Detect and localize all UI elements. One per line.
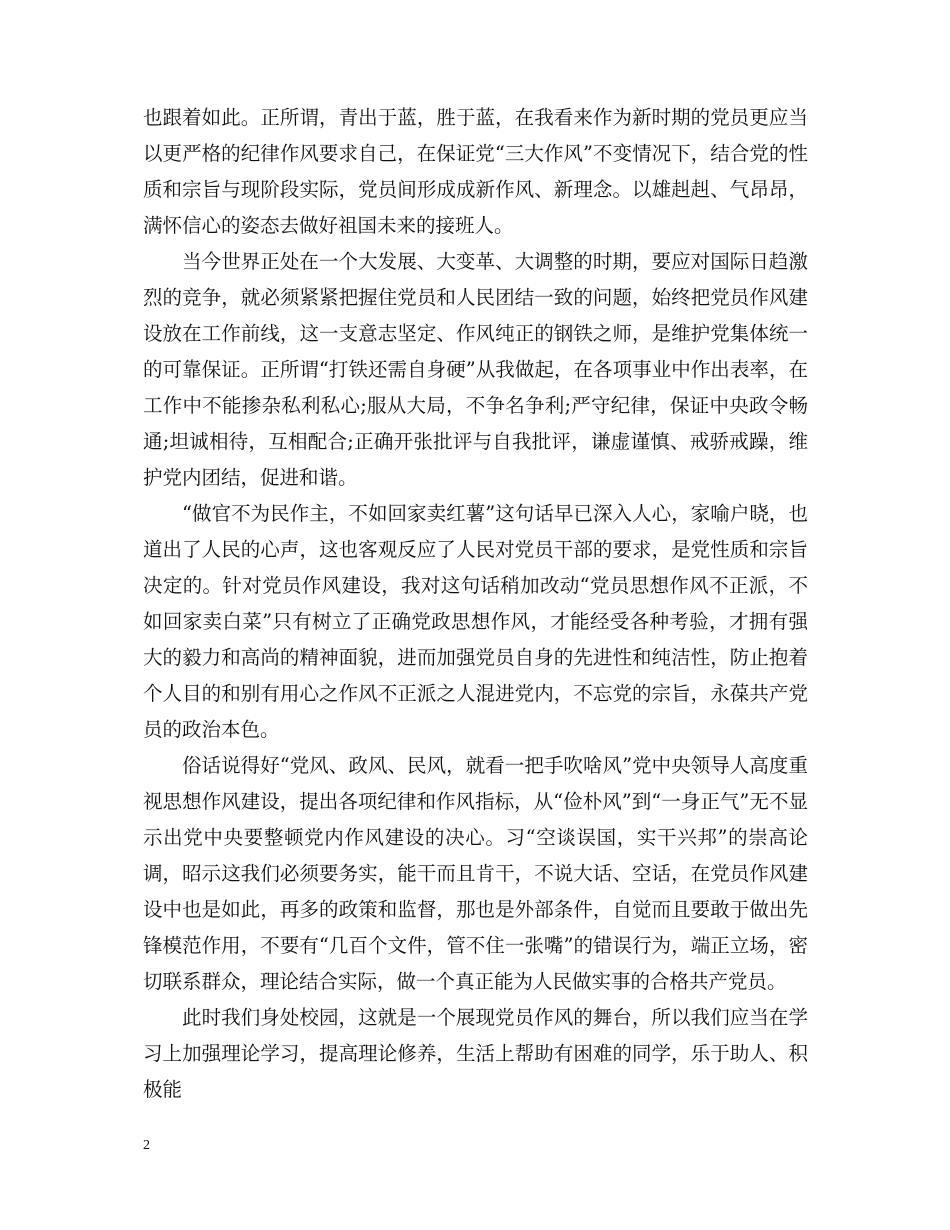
page-number: 2 <box>143 1138 150 1153</box>
paragraph-2: 当今世界正处在一个大发展、大变革、大调整的时期，要应对国际日趋激烈的竞争，就必须紧紧把握住党员和人民团结一致的问题，始终把党员作风建设放在工作前线，这一支意志坚定、作风纯正的钢铁之师，是维护党集体统一的可靠保证。正所谓“打铁还需自身硬”从我做起，在各项事业中作出表率，在工作中不能掺杂私利私心;服从大局，不争名争利;严守纪律，保证中央政令畅通;坦诚相待，互相配合;正确开张批评与自我批评，谦虚谨慎、戒骄戒躁，维护党内团结，促进和谐。 <box>143 250 808 489</box>
paragraph-5: 此时我们身处校园，这就是一个展现党员作风的舞台，所以我们应当在学习上加强理论学习，提高理论修养，生活上帮助有困难的同学，乐于助人、积极能 <box>143 1006 808 1101</box>
body-text <box>143 100 808 1108</box>
paragraph-1: 也跟着如此。正所谓，青出于蓝，胜于蓝，在我看来作为新时期的党员更应当以更严格的纪律作风要求自己，在保证党“三大作风”不变情况下，结合党的性质和宗旨与现阶段实际，党员间形成成新作风、新理念。以雄赳赳、气昂昂，满怀信心的姿态去做好祖国未来的接班人。 <box>143 106 808 237</box>
paragraph-3: “做官不为民作主，不如回家卖红薯”这句话早已深入人心，家喻户晓，也道出了人民的心声，这也客观反应了人民对党员干部的要求，是党性质和宗旨决定的。针对党员作风建设，我对这句话稍加改动“党员思想作风不正派，不如回家卖白菜”只有树立了正确党政思想作风，才能经受各种考验，才拥有强大的毅力和高尚的精神面貌，进而加强党员自身的先进性和纯洁性，防止抱着个人目的和别有用心之作风不正派之人混进党内，不忘党的宗旨，永葆共产党员的政治本色。 <box>143 502 808 741</box>
paragraph-4: 俗话说得好“党风、政风、民风，就看一把手吹啥风”党中央领导人高度重视思想作风建设，提出各项纪律和作风指标，从“俭朴风”到“一身正气”无不显示出党中央要整顿党内作风建设的决心。习“空谈误国，实干兴邦”的崇高论调，昭示这我们必须要务实，能干而且肯干，不说大话、空话，在党员作风建设中也是如此，再多的政策和监督，那也是外部条件，自觉而且要敢于做出先锋模范作用，不要有“几百个文件，管不住一张嘴”的错误行为，端正立场，密切联系群众，理论结合实际，做一个真正能为人民做实事的合格共产党员。 <box>143 754 808 993</box>
